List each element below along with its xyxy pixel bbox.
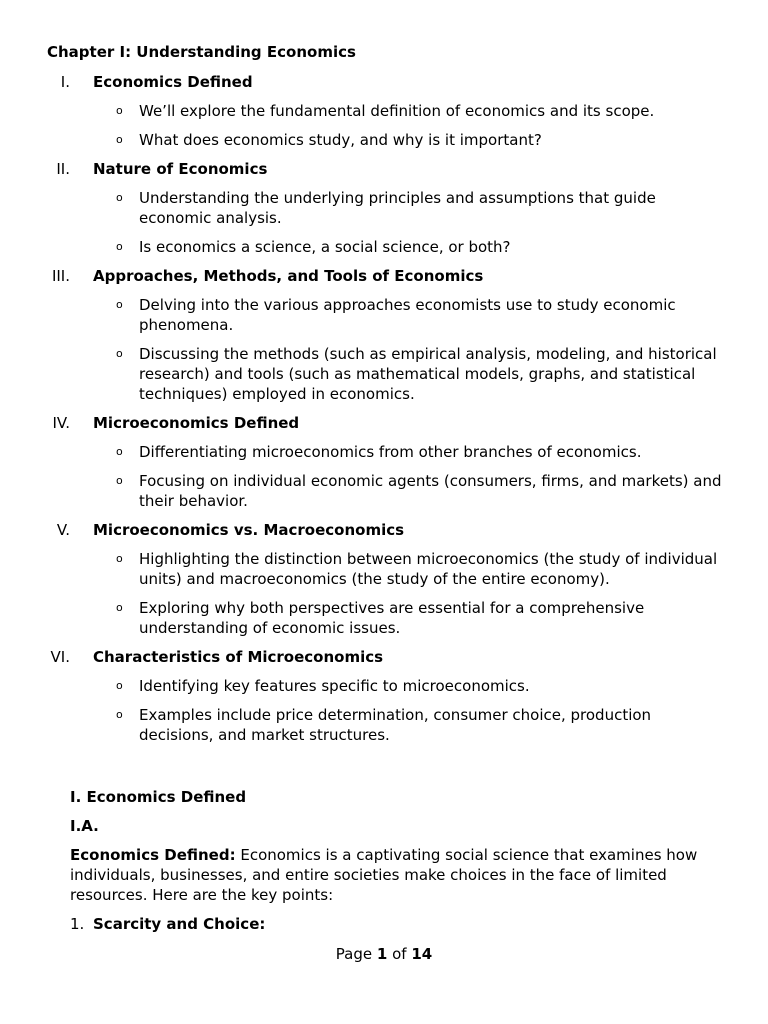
intro-paragraph <box>70 845 730 905</box>
bullet-icon: o <box>116 552 123 565</box>
outline-section <box>0 647 768 745</box>
body-section <box>70 787 730 934</box>
outline-section <box>0 159 768 257</box>
outline-bullet-item <box>0 101 768 121</box>
bullet-text: Highlighting the distinction between microeconomics (the study of individual units) and macroeconomics (the study of the entire economy). <box>139 550 718 588</box>
bullet-text: Understanding the underlying principles and assumptions that guide economic analysis. <box>139 189 656 227</box>
outline-bullet-item <box>0 188 768 228</box>
bullet-icon: o <box>116 298 123 311</box>
bullet-text: Discussing the methods (such as empirical analysis, modeling, and historical research) and tools (such as mathematical models, graphs, and statistical techniques) employed in economics. <box>139 345 717 403</box>
outline-section-heading <box>0 159 768 179</box>
footer-middle: of <box>387 945 412 963</box>
current-page-number: 1 <box>376 945 388 963</box>
outline-bullet-item <box>0 676 768 696</box>
bullet-text: What does economics study, and why is it important? <box>139 131 542 149</box>
bullet-icon: o <box>116 601 123 614</box>
bullet-text: Focusing on individual economic agents (consumers, firms, and markets) and their behavior. <box>139 472 722 510</box>
bullet-icon: o <box>116 445 123 458</box>
subsection-heading: I.A. <box>70 817 99 835</box>
bullet-icon: o <box>116 347 123 360</box>
section-numeral: VI. <box>50 648 70 666</box>
bullet-text: Differentiating microeconomics from other branches of economics. <box>139 443 642 461</box>
bullet-icon: o <box>116 474 123 487</box>
outline-section-heading <box>0 72 768 92</box>
outline-section-heading <box>0 647 768 667</box>
outline-section <box>0 72 768 150</box>
bullet-text: Is economics a science, a social science, or both? <box>139 238 511 256</box>
bullet-text: We’ll explore the fundamental definition of economics and its scope. <box>139 102 655 120</box>
list-label: Scarcity and Choice: <box>93 915 266 933</box>
section-numeral: II. <box>56 160 70 178</box>
bullet-text: Delving into the various approaches economists use to study economic phenomena. <box>139 296 676 334</box>
section-title: Economics Defined <box>93 73 253 91</box>
section-numeral: IV. <box>52 414 70 432</box>
bullet-icon: o <box>116 104 123 117</box>
bullet-icon: o <box>116 133 123 146</box>
outline-bullet-item <box>0 549 768 589</box>
total-page-count: 14 <box>411 945 433 963</box>
outline-bullet-item <box>0 130 768 150</box>
bullet-icon: o <box>116 679 123 692</box>
outline-section-heading <box>0 413 768 433</box>
outline-section <box>0 520 768 638</box>
section-title: Characteristics of Microeconomics <box>93 648 384 666</box>
bullet-text: Identifying key features specific to microeconomics. <box>139 677 530 695</box>
section-numeral: V. <box>56 521 70 539</box>
outline-bullet-item <box>0 295 768 335</box>
section-title: Approaches, Methods, and Tools of Economics <box>93 267 484 285</box>
section-title: Nature of Economics <box>93 160 268 178</box>
chapter-outline <box>0 72 768 754</box>
outline-section-heading <box>0 520 768 540</box>
numbered-list-item <box>70 914 730 934</box>
list-number: 1. <box>70 915 85 933</box>
outline-section <box>0 266 768 404</box>
footer-prefix: Page <box>335 945 377 963</box>
section-numeral: I. <box>60 73 70 91</box>
outline-section-heading <box>0 266 768 286</box>
intro-lead: Economics Defined: <box>70 846 236 864</box>
outline-bullet-item <box>0 471 768 511</box>
intro-text: Economics is a captivating social science that examines how individuals, businesses, and entire societies make choices in the face of limited resources. Here are the key points: <box>70 846 698 904</box>
bullet-text: Examples include price determination, consumer choice, production decisions, and market structures. <box>139 706 652 744</box>
bullet-text: Exploring why both perspectives are essential for a comprehensive understanding of economic issues. <box>139 599 645 637</box>
outline-bullet-item <box>0 237 768 257</box>
outline-section <box>0 413 768 511</box>
chapter-title: Chapter I: Understanding Economics <box>47 43 356 61</box>
outline-bullet-item <box>0 442 768 462</box>
outline-bullet-item <box>0 705 768 745</box>
section-numeral: III. <box>51 267 70 285</box>
bullet-icon: o <box>116 240 123 253</box>
bullet-icon: o <box>116 708 123 721</box>
outline-bullet-item <box>0 344 768 404</box>
section-title: Microeconomics Defined <box>93 414 300 432</box>
bullet-icon: o <box>116 191 123 204</box>
outline-bullet-item <box>0 598 768 638</box>
page-footer <box>0 944 768 964</box>
section-heading: I. Economics Defined <box>70 788 247 806</box>
section-title: Microeconomics vs. Macroeconomics <box>93 521 405 539</box>
